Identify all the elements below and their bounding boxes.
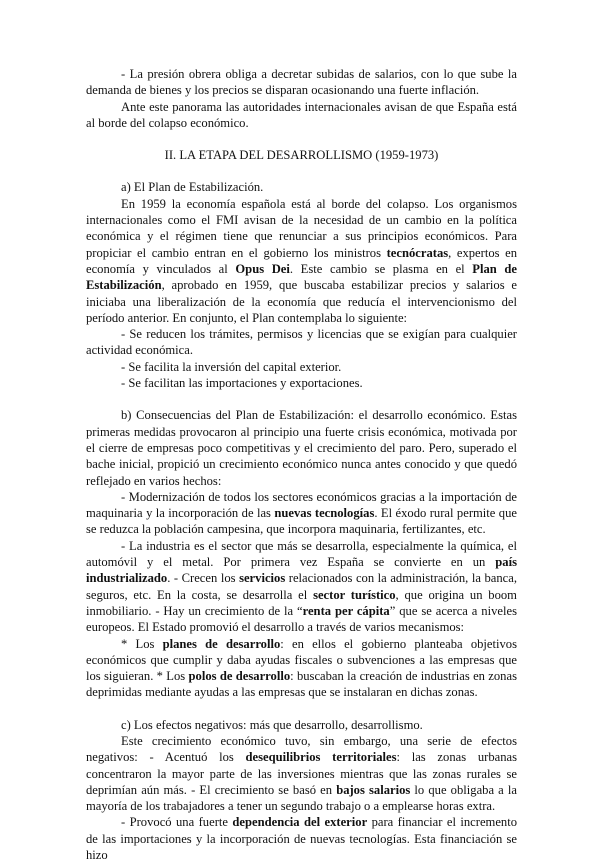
text-run: - La presión obrera obliga a decretar subidas de salarios, con lo que sube la demanda de bienes y los precios se disparan ocasionando una fuerte inflación. bbox=[86, 67, 517, 98]
paragraph-p13 bbox=[86, 733, 517, 814]
bold-term: Plan de Estabilización bbox=[86, 261, 517, 293]
paragraph-p11 bbox=[86, 636, 517, 701]
spacer bbox=[86, 391, 517, 407]
text-run: II. LA ETAPA DEL DESARROLLISMO (1959-1973) bbox=[164, 148, 439, 163]
text-run: Ante este panorama las autoridades internacionales avisan de que España está al borde del colapso económico. bbox=[86, 99, 517, 130]
bold-term: país industrializado bbox=[86, 555, 517, 586]
text-run: , que origina un boom inmobiliario. - Hay un crecimiento de la “ bbox=[86, 587, 517, 618]
text-run: , expertos en economía y vinculados al bbox=[86, 245, 517, 276]
text-run: . El éxodo rural permite que se reduzca la población campesina, que incorpora maquinaria, fertilizantes, etc. bbox=[86, 506, 517, 537]
paragraph-p8 bbox=[86, 407, 517, 488]
paragraph-p1 bbox=[86, 66, 517, 99]
text-run: - Se facilitan las importaciones y exportaciones. bbox=[121, 376, 363, 391]
bold-term: dependencia del exterior bbox=[232, 815, 368, 830]
paragraph-p14 bbox=[86, 814, 517, 863]
document-body bbox=[86, 66, 517, 863]
section-title bbox=[86, 147, 517, 163]
text-run: Este crecimiento económico tuvo, sin embargo, una serie de efectos negativos: - Acentuó los bbox=[86, 733, 517, 765]
text-run: . - Crecen los bbox=[167, 571, 240, 586]
text-run: - Modernización de todos los sectores económicos gracias a la importación de maquinaria y la incorporación de las bbox=[86, 489, 517, 521]
text-run: - La industria es el sector que más se desarrolla, especialmente la química, el automóvil y el metal. Por primera vez España se convierte en un bbox=[86, 538, 517, 570]
spacer bbox=[86, 701, 517, 717]
text-run: relacionados con la administración, la banca, seguros, etc. En la costa, se desarrolla el bbox=[86, 571, 517, 602]
paragraph-p3 bbox=[86, 179, 517, 195]
bold-term: polos de desarrollo bbox=[188, 669, 291, 684]
paragraph-p9 bbox=[86, 489, 517, 538]
text-run: . Este cambio se plasma en el bbox=[289, 261, 473, 276]
paragraph-p6 bbox=[86, 359, 517, 375]
bold-term: desequilibrios territoriales bbox=[245, 750, 397, 765]
paragraph-p12 bbox=[86, 717, 517, 733]
text-run: ” que se acerca a niveles europeos. El Estado promovió el desarrollo a través de varios mecanismos: bbox=[86, 603, 517, 635]
paragraph-p5 bbox=[86, 326, 517, 359]
text-run: c) Los efectos negativos: más que desarrollo, desarrollismo. bbox=[121, 717, 423, 732]
text-run: para financiar el incremento de las importaciones y la incorporación de nuevas tecnologías. Esta financiación se hizo bbox=[86, 815, 518, 863]
text-run: lo que obligaba a la mayoría de los trabajadores a tener un segundo trabajo o a emplearse horas extra. bbox=[86, 782, 517, 814]
text-run: En 1959 la economía española está al borde del colapso. Los organismos internacionales como el FMI avisan de la necesidad de un cambio en la política económica y el régimen tiene que renunciar a sus principios económicos. Para propiciar el cambio entran en el gobierno los ministros bbox=[86, 196, 517, 260]
bold-term: planes de desarrollo bbox=[162, 636, 281, 651]
bold-term: servicios bbox=[239, 571, 286, 586]
text-run: * Los bbox=[121, 636, 163, 651]
bold-term: sector turístico bbox=[313, 587, 396, 602]
paragraph-p4 bbox=[86, 196, 517, 326]
paragraph-p10 bbox=[86, 538, 517, 636]
text-run: : en ellos el gobierno planteaba objetivos económicos que cumplir y daba ayudas fiscales o subvenciones a las empresas que los siguieran. * Los bbox=[86, 636, 518, 684]
bold-term: bajos salarios bbox=[336, 782, 411, 797]
text-run: : buscaban la creación de industrias en zonas deprimidas mediante ayudas a las empresas que se instalaran en dichas zonas. bbox=[86, 669, 517, 700]
spacer bbox=[86, 163, 517, 179]
bold-term: renta per cápita bbox=[302, 603, 390, 618]
text-run: : las zonas urbanas concentraron la mayor parte de las inversiones mientras que las zonas rurales se deprimían aún más. - El crecimiento se basó en bbox=[86, 750, 517, 797]
text-run: - Se facilita la inversión del capital exterior. bbox=[121, 359, 342, 374]
spacer bbox=[86, 131, 517, 147]
bold-term: nuevas tecnologías bbox=[274, 506, 375, 521]
text-run: b) Consecuencias del Plan de Estabilización: el desarrollo económico. Estas primeras medidas provocaron al principio una fuerte crisis económica, motivada por el cierre de empresas poco competitivas y el crecimiento del paro. Pero, superado el bache inicial, propició un crecimiento económico nunca antes conocido y que quedó reflejado en varios hechos: bbox=[86, 408, 517, 488]
bold-term: Opus Dei bbox=[235, 261, 290, 276]
paragraph-p2 bbox=[86, 99, 517, 132]
text-run: , aprobado en 1959, que buscaba estabilizar precios y salarios e iniciaba una liberalización de la economía que reducía el intervencionismo del período anterior. En conjunto, el Plan contemplaba lo siguiente: bbox=[86, 278, 517, 325]
text-run: - Provocó una fuerte bbox=[121, 815, 233, 830]
text-run: - Se reducen los trámites, permisos y licencias que se exigían para cualquier actividad económica. bbox=[86, 327, 517, 358]
text-run: a) El Plan de Estabilización. bbox=[121, 180, 264, 195]
paragraph-p7 bbox=[86, 375, 517, 391]
bold-term: tecnócratas bbox=[386, 245, 449, 260]
